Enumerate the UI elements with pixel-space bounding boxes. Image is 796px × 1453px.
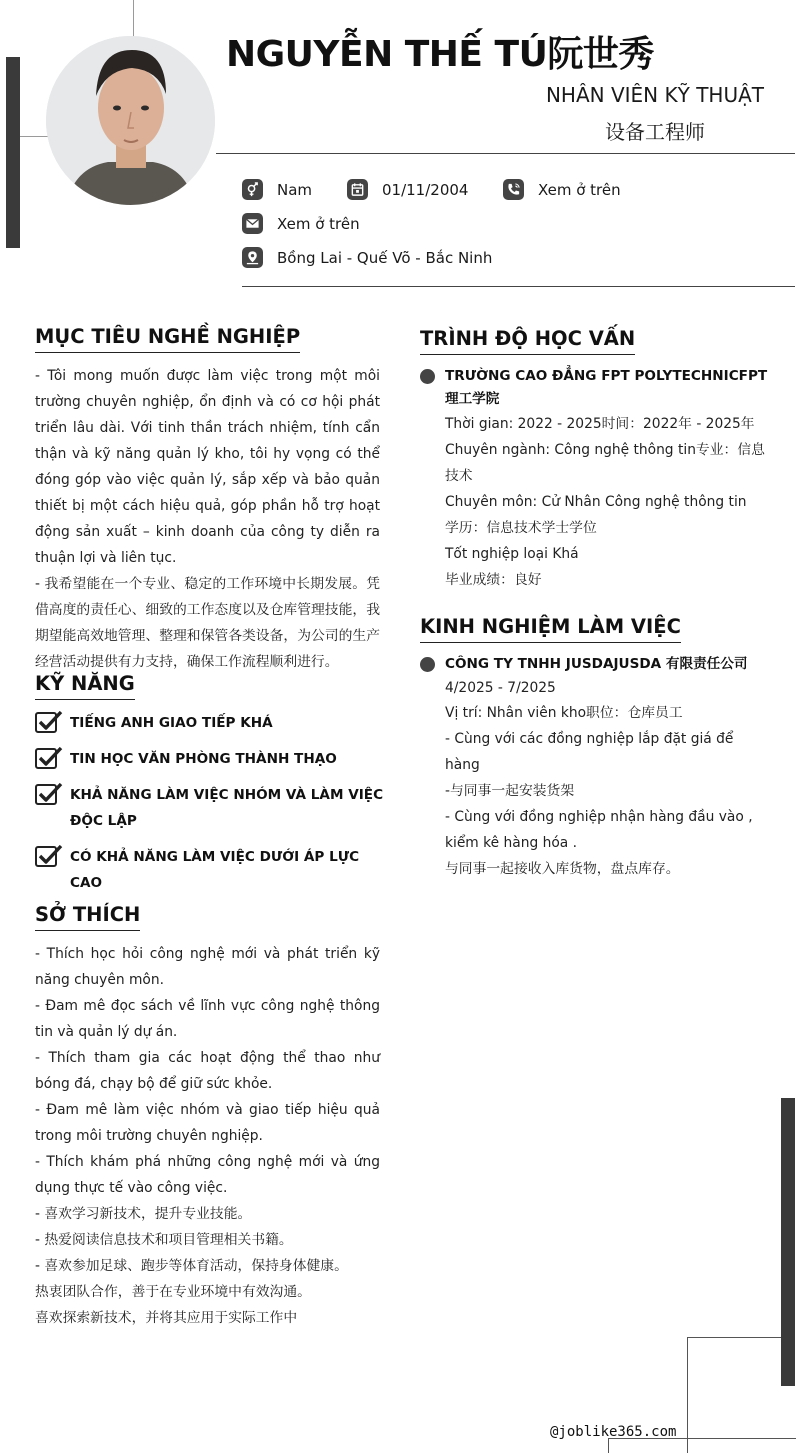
experience-line: Vị trí: Nhân viên kho职位：仓库员工: [445, 705, 683, 721]
decorative-line: [20, 136, 48, 137]
candidate-name: NGUYỄN THẾ TÚ阮世秀: [226, 34, 654, 75]
education-line: Chuyên môn: Cử Nhân Công nghệ thông tin: [445, 494, 747, 510]
section-title-skills: KỸ NĂNG: [35, 672, 135, 700]
decorative-bar-right: [781, 1098, 795, 1386]
hobby-line: - Đam mê làm việc nhóm và giao tiếp hiệu quả trong môi trường chuyên nghiệp.: [35, 1102, 380, 1144]
decorative-line: [133, 0, 134, 38]
skill-label: KHẢ NĂNG LÀM VIỆC NHÓM VÀ LÀM VIỆC ĐỘC LẬP: [70, 787, 384, 829]
objective-paragraph-cn: - 我希望能在一个专业、稳定的工作环境中长期发展。凭借高度的责任心、细致的工作态度以及仓库管理技能，我期望能高效地管理、整理和保管各类设备，为公司的生产经营活动提供有力支持，确保工作流程顺利进行。: [35, 576, 380, 670]
section-title-education: TRÌNH ĐỘ HỌC VẤN: [420, 327, 635, 355]
phone-icon: [503, 179, 524, 200]
hobby-line: 喜欢探索新技术，并将其应用于实际工作中: [35, 1310, 298, 1326]
checkbox-icon: [35, 844, 63, 868]
skill-item: [35, 782, 385, 834]
section-title-experience: KINH NGHIỆM LÀM VIỆC: [420, 615, 681, 643]
info-birthday: [347, 179, 468, 200]
hobby-line: 热衷团队合作，善于在专业环境中有效沟通。: [35, 1284, 311, 1300]
objective-text: [35, 363, 380, 675]
mail-icon: [242, 213, 263, 234]
info-phone: [503, 179, 621, 200]
avatar: [46, 36, 215, 205]
experience-line: 与同事一起接收入库货物，盘点库存。: [445, 861, 680, 877]
decorative-bar-left: [6, 57, 20, 248]
school-name: TRƯỜNG CAO ĐẲNG FPT POLYTECHNICFPT理工学院: [445, 368, 768, 407]
bullet-icon: [420, 657, 435, 672]
hobby-line: - Thích tham gia các hoạt động thể thao như bóng đá, chạy bộ để giữ sức khỏe.: [35, 1050, 380, 1092]
experience-line: -与同事一起安装货架: [445, 783, 575, 799]
checkbox-icon: [35, 746, 63, 770]
address-value: Bồng Lai - Quế Võ - Bắc Ninh: [277, 248, 493, 267]
hobby-line: - 喜欢学习新技术，提升专业技能。: [35, 1206, 252, 1222]
experience-line: - Cùng với các đồng nghiệp lắp đặt giá để hàng: [445, 731, 734, 773]
section-title-hobbies: SỞ THÍCH: [35, 903, 140, 931]
profile-photo: [46, 36, 215, 205]
skill-item: [35, 844, 385, 896]
education-line: Tốt nghiệp loại Khá: [445, 546, 579, 562]
info-gender: [242, 179, 312, 200]
divider: [242, 286, 795, 287]
hobby-line: - Thích học hỏi công nghệ mới và phát triển kỹ năng chuyên môn.: [35, 946, 380, 988]
education-line: Chuyên ngành: Công nghệ thông tin专业：信息技术: [445, 442, 765, 484]
decorative-frame: [687, 1337, 781, 1453]
section-title-objective: MỤC TIÊU NGHỀ NGHIỆP: [35, 325, 300, 353]
job-title: NHÂN VIÊN KỸ THUẬT: [545, 83, 764, 107]
skill-label: TIN HỌC VĂN PHÒNG THÀNH THẠO: [70, 751, 337, 767]
gender-value: Nam: [277, 180, 313, 199]
hobbies-text: [35, 941, 380, 1331]
education-entry: [420, 365, 770, 593]
skill-label: CÓ KHẢ NĂNG LÀM VIỆC DƯỚI ÁP LỰC CAO: [70, 849, 360, 891]
hobby-line: - 喜欢参加足球、跑步等体育活动，保持身体健康。: [35, 1258, 348, 1274]
skill-item: [35, 710, 385, 736]
watermark: @joblike365.com: [550, 1424, 677, 1440]
skill-label: TIẾNG ANH GIAO TIẾP KHÁ: [70, 715, 273, 731]
divider: [216, 153, 795, 154]
checkbox-icon: [35, 710, 63, 734]
skill-item: [35, 746, 385, 772]
phone-value[interactable]: Xem ở trên: [538, 180, 621, 199]
company-name: CÔNG TY TNHH JUSDAJUSDA 有限责任公司: [445, 656, 748, 672]
hobby-line: - Thích khám phá những công nghệ mới và ứng dụng thực tế vào công việc.: [35, 1154, 380, 1196]
hobby-line: - 热爱阅读信息技术和项目管理相关书籍。: [35, 1232, 293, 1248]
education-line: Thời gian: 2022 - 2025时间：2022年 - 2025年: [445, 416, 755, 432]
decorative-frame: [608, 1438, 796, 1453]
info-email: [242, 213, 360, 234]
experience-entry: [420, 653, 770, 882]
objective-paragraph-vi: - Tôi mong muốn được làm việc trong một môi trường chuyên nghiệp, ổn định và có cơ hội phát triển lâu dài. Với tinh thần trách nhiệm, tính cẩn thận và kỹ năng quản lý kho, tôi hy vọng có thể đóng góp vào việc quản lý, sắp xếp và bảo quản thiết bị một cách hiệu quả, góp phần hỗ trợ hoạt động sản xuất – kinh doanh của công ty diễn ra thuận lợi và liên tục.: [35, 368, 380, 566]
bullet-icon: [420, 369, 435, 384]
job-title-chinese: 设备工程师: [605, 120, 705, 144]
education-line: 学历：信息技术学士学位: [445, 520, 597, 536]
calendar-icon: [347, 179, 368, 200]
hobby-line: - Đam mê đọc sách về lĩnh vực công nghệ thông tin và quản lý dự án.: [35, 998, 380, 1040]
gender-icon: [242, 179, 263, 200]
birthday-value: 01/11/2004: [382, 180, 469, 199]
work-period: 4/2025 - 7/2025: [445, 680, 556, 696]
email-value[interactable]: Xem ở trên: [277, 214, 360, 233]
checkbox-icon: [35, 782, 63, 806]
location-icon: [242, 247, 263, 268]
education-line: 毕业成绩：良好: [445, 572, 542, 588]
info-address: [242, 247, 492, 268]
experience-line: - Cùng với đồng nghiệp nhận hàng đầu vào , kiểm kê hàng hóa .: [445, 809, 753, 851]
